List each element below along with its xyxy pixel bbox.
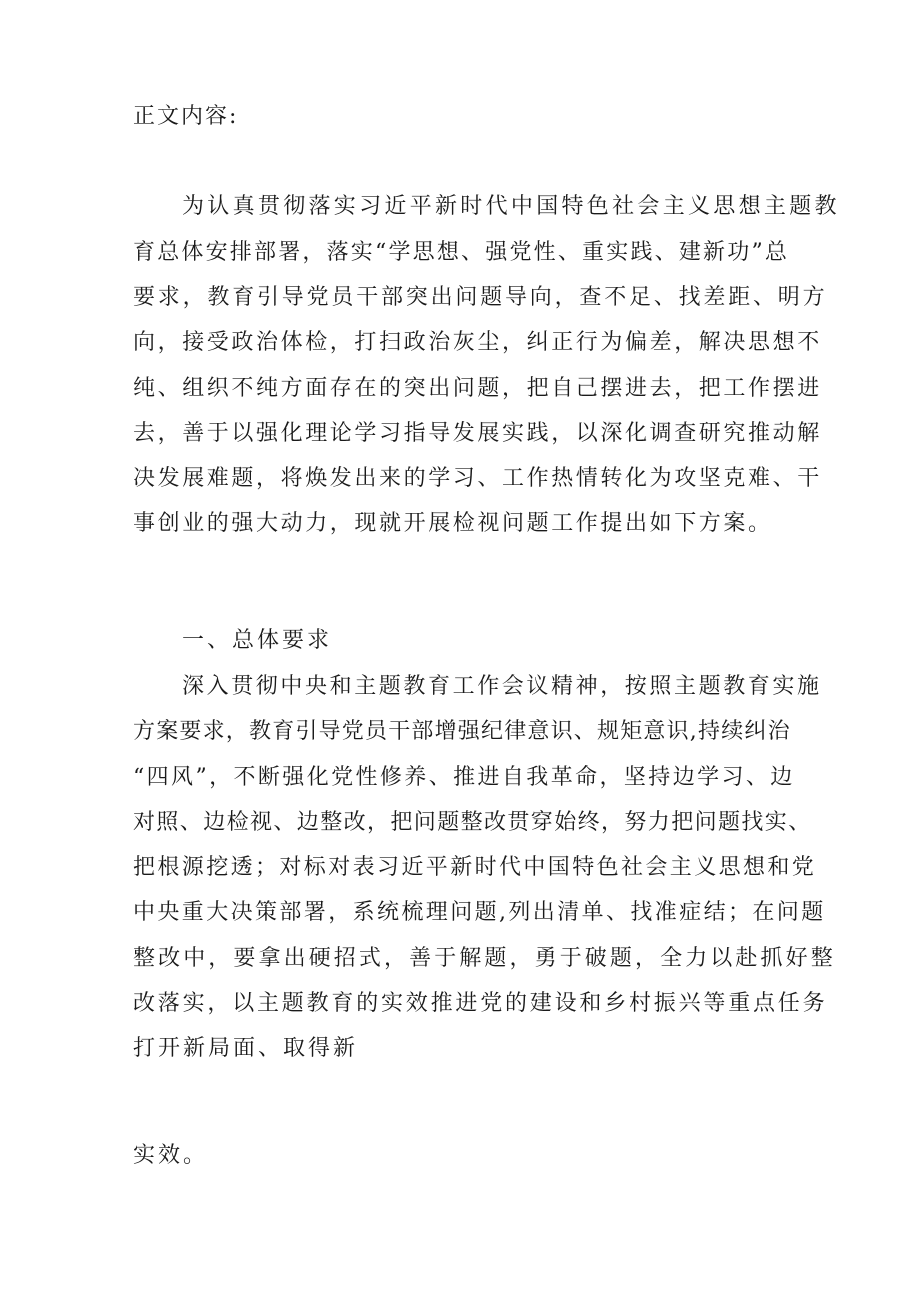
intro-line-3: 要求，教育引导党员干部突出问题导向，查不足、找差距、明方 (133, 285, 828, 310)
intro-line-2: 育总体安排部署，落实“学思想、强党性、重实践、建新功”总 (133, 240, 790, 265)
section-line-9: 打开新局面、取得新 (133, 1036, 359, 1061)
content-label: 正文内容: (133, 104, 239, 129)
intro-line-8: 事创业的强大动力，现就开展检视问题工作提出如下方案。 (133, 511, 773, 536)
section-line-5: 把根源挖透；对标对表习近平新时代中国特色社会主义思想和党 (133, 855, 817, 880)
intro-line-6: 去，善于以强化理论学习指导发展实践，以深化调查研究推动解 (133, 421, 822, 446)
section-line-3: “四风”，不断强化党性修养、推进自我革命，坚持边学习、边 (133, 765, 795, 790)
section-line-6: 中央重大决策部署，系统梳理问题,列出清单、找准症结；在问题 (133, 900, 826, 925)
section-line-2: 方案要求，教育引导党员干部增强纪律意识、规矩意识,持续纠治 (133, 719, 791, 744)
section-line-4: 对照、边检视、边整改，把问题整改贯穿始终，努力把问题找实、 (133, 810, 812, 835)
section-line-1: 深入贯彻中央和主题教育工作会议精神，按照主题教育实施 (182, 674, 822, 699)
section-line-7: 整改中，要拿出硬招式，善于解题，勇于破题，全力以赴抓好整 (133, 946, 836, 971)
trailing-line: 实效。 (133, 1143, 209, 1168)
intro-line-4: 向，接受政治体检，打扫政治灰尘，纠正行为偏差，解决思想不 (133, 330, 822, 355)
intro-line-7: 决发展难题，将焕发出来的学习、工作热情转化为攻坚克难、干 (133, 466, 822, 491)
section-title: 一、总体要求 (182, 628, 333, 653)
section-line-8: 改落实，以主题教育的实效推进党的建设和乡村振兴等重点任务 (133, 991, 828, 1016)
intro-line-1: 为认真贯彻落实习近平新时代中国特色社会主义思想主题教 (182, 194, 840, 219)
intro-line-5: 纯、组织不纯方面存在的突出问题，把自己摆进去，把工作摆进 (133, 376, 822, 401)
